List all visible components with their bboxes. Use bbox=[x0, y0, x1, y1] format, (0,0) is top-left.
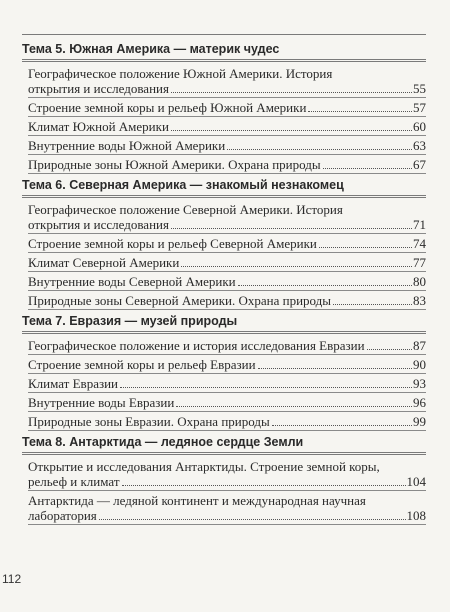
page-ref: 90 bbox=[413, 357, 426, 372]
page-ref: 63 bbox=[413, 138, 426, 153]
entry-title-line: Климат Южной Америки bbox=[28, 119, 169, 134]
entry-title-line: Географическое положение Северной Америки. История bbox=[28, 202, 343, 217]
dot-leader bbox=[367, 349, 412, 350]
toc-entry[interactable] bbox=[28, 491, 426, 525]
page-ref: 71 bbox=[413, 217, 426, 232]
page-ref: 96 bbox=[413, 395, 426, 410]
entry-title-line: Природные зоны Южной Америки. Охрана природы bbox=[28, 157, 321, 172]
toc-entry[interactable] bbox=[28, 234, 426, 253]
toc-entry[interactable] bbox=[28, 336, 426, 355]
entry-title-line: Антарктида — ледяной континент и международная научная bbox=[28, 493, 366, 508]
dot-leader bbox=[171, 130, 412, 131]
page-ref: 67 bbox=[413, 157, 426, 172]
dot-leader bbox=[308, 111, 412, 112]
dot-leader bbox=[171, 228, 412, 229]
dot-leader bbox=[333, 304, 412, 305]
entry-list bbox=[28, 200, 426, 310]
page-ref: 104 bbox=[406, 474, 426, 489]
toc-section bbox=[22, 310, 426, 431]
page-ref: 87 bbox=[413, 338, 426, 353]
entry-title-line: Строение земной коры и рельеф Южной Америки bbox=[28, 100, 307, 115]
toc-entry[interactable] bbox=[28, 374, 426, 393]
toc-entry[interactable] bbox=[28, 393, 426, 412]
page-ref: 99 bbox=[413, 414, 426, 429]
toc-entry[interactable] bbox=[28, 136, 426, 155]
toc-entry[interactable] bbox=[28, 155, 426, 174]
page-ref: 55 bbox=[413, 81, 426, 96]
dot-leader bbox=[258, 368, 412, 369]
entry-title-line: Природные зоны Северной Америки. Охрана природы bbox=[28, 293, 332, 308]
toc-entry[interactable] bbox=[28, 291, 426, 310]
entry-list bbox=[28, 336, 426, 431]
entry-title-line: Внутренние воды Северной Америки bbox=[28, 274, 236, 289]
page-ref: 77 bbox=[413, 255, 426, 270]
toc-entry[interactable] bbox=[28, 412, 426, 431]
page-ref: 57 bbox=[413, 100, 426, 115]
entry-title-line: открытия и исследования bbox=[28, 217, 169, 232]
toc-section bbox=[22, 431, 426, 525]
page-ref: 60 bbox=[413, 119, 426, 134]
toc-entry[interactable] bbox=[28, 117, 426, 136]
dot-leader bbox=[181, 266, 412, 267]
toc-entry[interactable] bbox=[28, 457, 426, 491]
toc-entry[interactable] bbox=[28, 98, 426, 117]
dot-leader bbox=[238, 285, 412, 286]
entry-title-line: Географическое положение и история исследования Евразии bbox=[28, 338, 365, 353]
entry-title-line: Климат Северной Америки bbox=[28, 255, 180, 270]
table-of-contents bbox=[22, 38, 426, 525]
entry-title-line: рельеф и климат bbox=[28, 474, 120, 489]
dot-leader bbox=[122, 485, 406, 486]
entry-title-line: Природные зоны Евразии. Охрана природы bbox=[28, 414, 270, 429]
dot-leader bbox=[99, 519, 406, 520]
entry-title-line: Внутренние воды Евразии bbox=[28, 395, 175, 410]
toc-section bbox=[22, 174, 426, 310]
toc-entry[interactable] bbox=[28, 253, 426, 272]
entry-title-line: Строение земной коры и рельеф Северной Америки bbox=[28, 236, 317, 251]
entry-title-line: Строение земной коры и рельеф Евразии bbox=[28, 357, 256, 372]
dot-leader bbox=[120, 387, 412, 388]
toc-entry[interactable] bbox=[28, 200, 426, 234]
toc-entry[interactable] bbox=[28, 64, 426, 98]
page-ref: 108 bbox=[406, 508, 426, 523]
page-ref: 80 bbox=[413, 274, 426, 289]
section-title: Тема 5. Южная Америка — материк чудес bbox=[22, 38, 426, 60]
page-number: 112 bbox=[2, 572, 22, 586]
dot-leader bbox=[319, 247, 412, 248]
toc-entry[interactable] bbox=[28, 355, 426, 374]
entry-title-line: Климат Евразии bbox=[28, 376, 119, 391]
entry-list bbox=[28, 64, 426, 174]
page-ref: 83 bbox=[413, 293, 426, 308]
section-title: Тема 6. Северная Америка — знакомый незнакомец bbox=[22, 174, 426, 196]
section-title: Тема 8. Антарктида — ледяное сердце Земли bbox=[22, 431, 426, 453]
dot-leader bbox=[272, 425, 412, 426]
page-ref: 74 bbox=[413, 236, 426, 251]
dot-leader bbox=[171, 92, 412, 93]
toc-section bbox=[22, 38, 426, 174]
section-title: Тема 7. Евразия — музей природы bbox=[22, 310, 426, 332]
entry-list bbox=[28, 457, 426, 525]
entry-title-line: Внутренние воды Южной Америки bbox=[28, 138, 226, 153]
dot-leader bbox=[176, 406, 412, 407]
entry-title-line: Географическое положение Южной Америки. История bbox=[28, 66, 333, 81]
entry-title-line: Открытие и исследования Антарктиды. Строение земной коры, bbox=[28, 459, 380, 474]
toc-entry[interactable] bbox=[28, 272, 426, 291]
entry-title-line: лаборатория bbox=[28, 508, 97, 523]
page-ref: 93 bbox=[413, 376, 426, 391]
entry-title-line: открытия и исследования bbox=[28, 81, 169, 96]
dot-leader bbox=[323, 168, 412, 169]
dot-leader bbox=[227, 149, 412, 150]
